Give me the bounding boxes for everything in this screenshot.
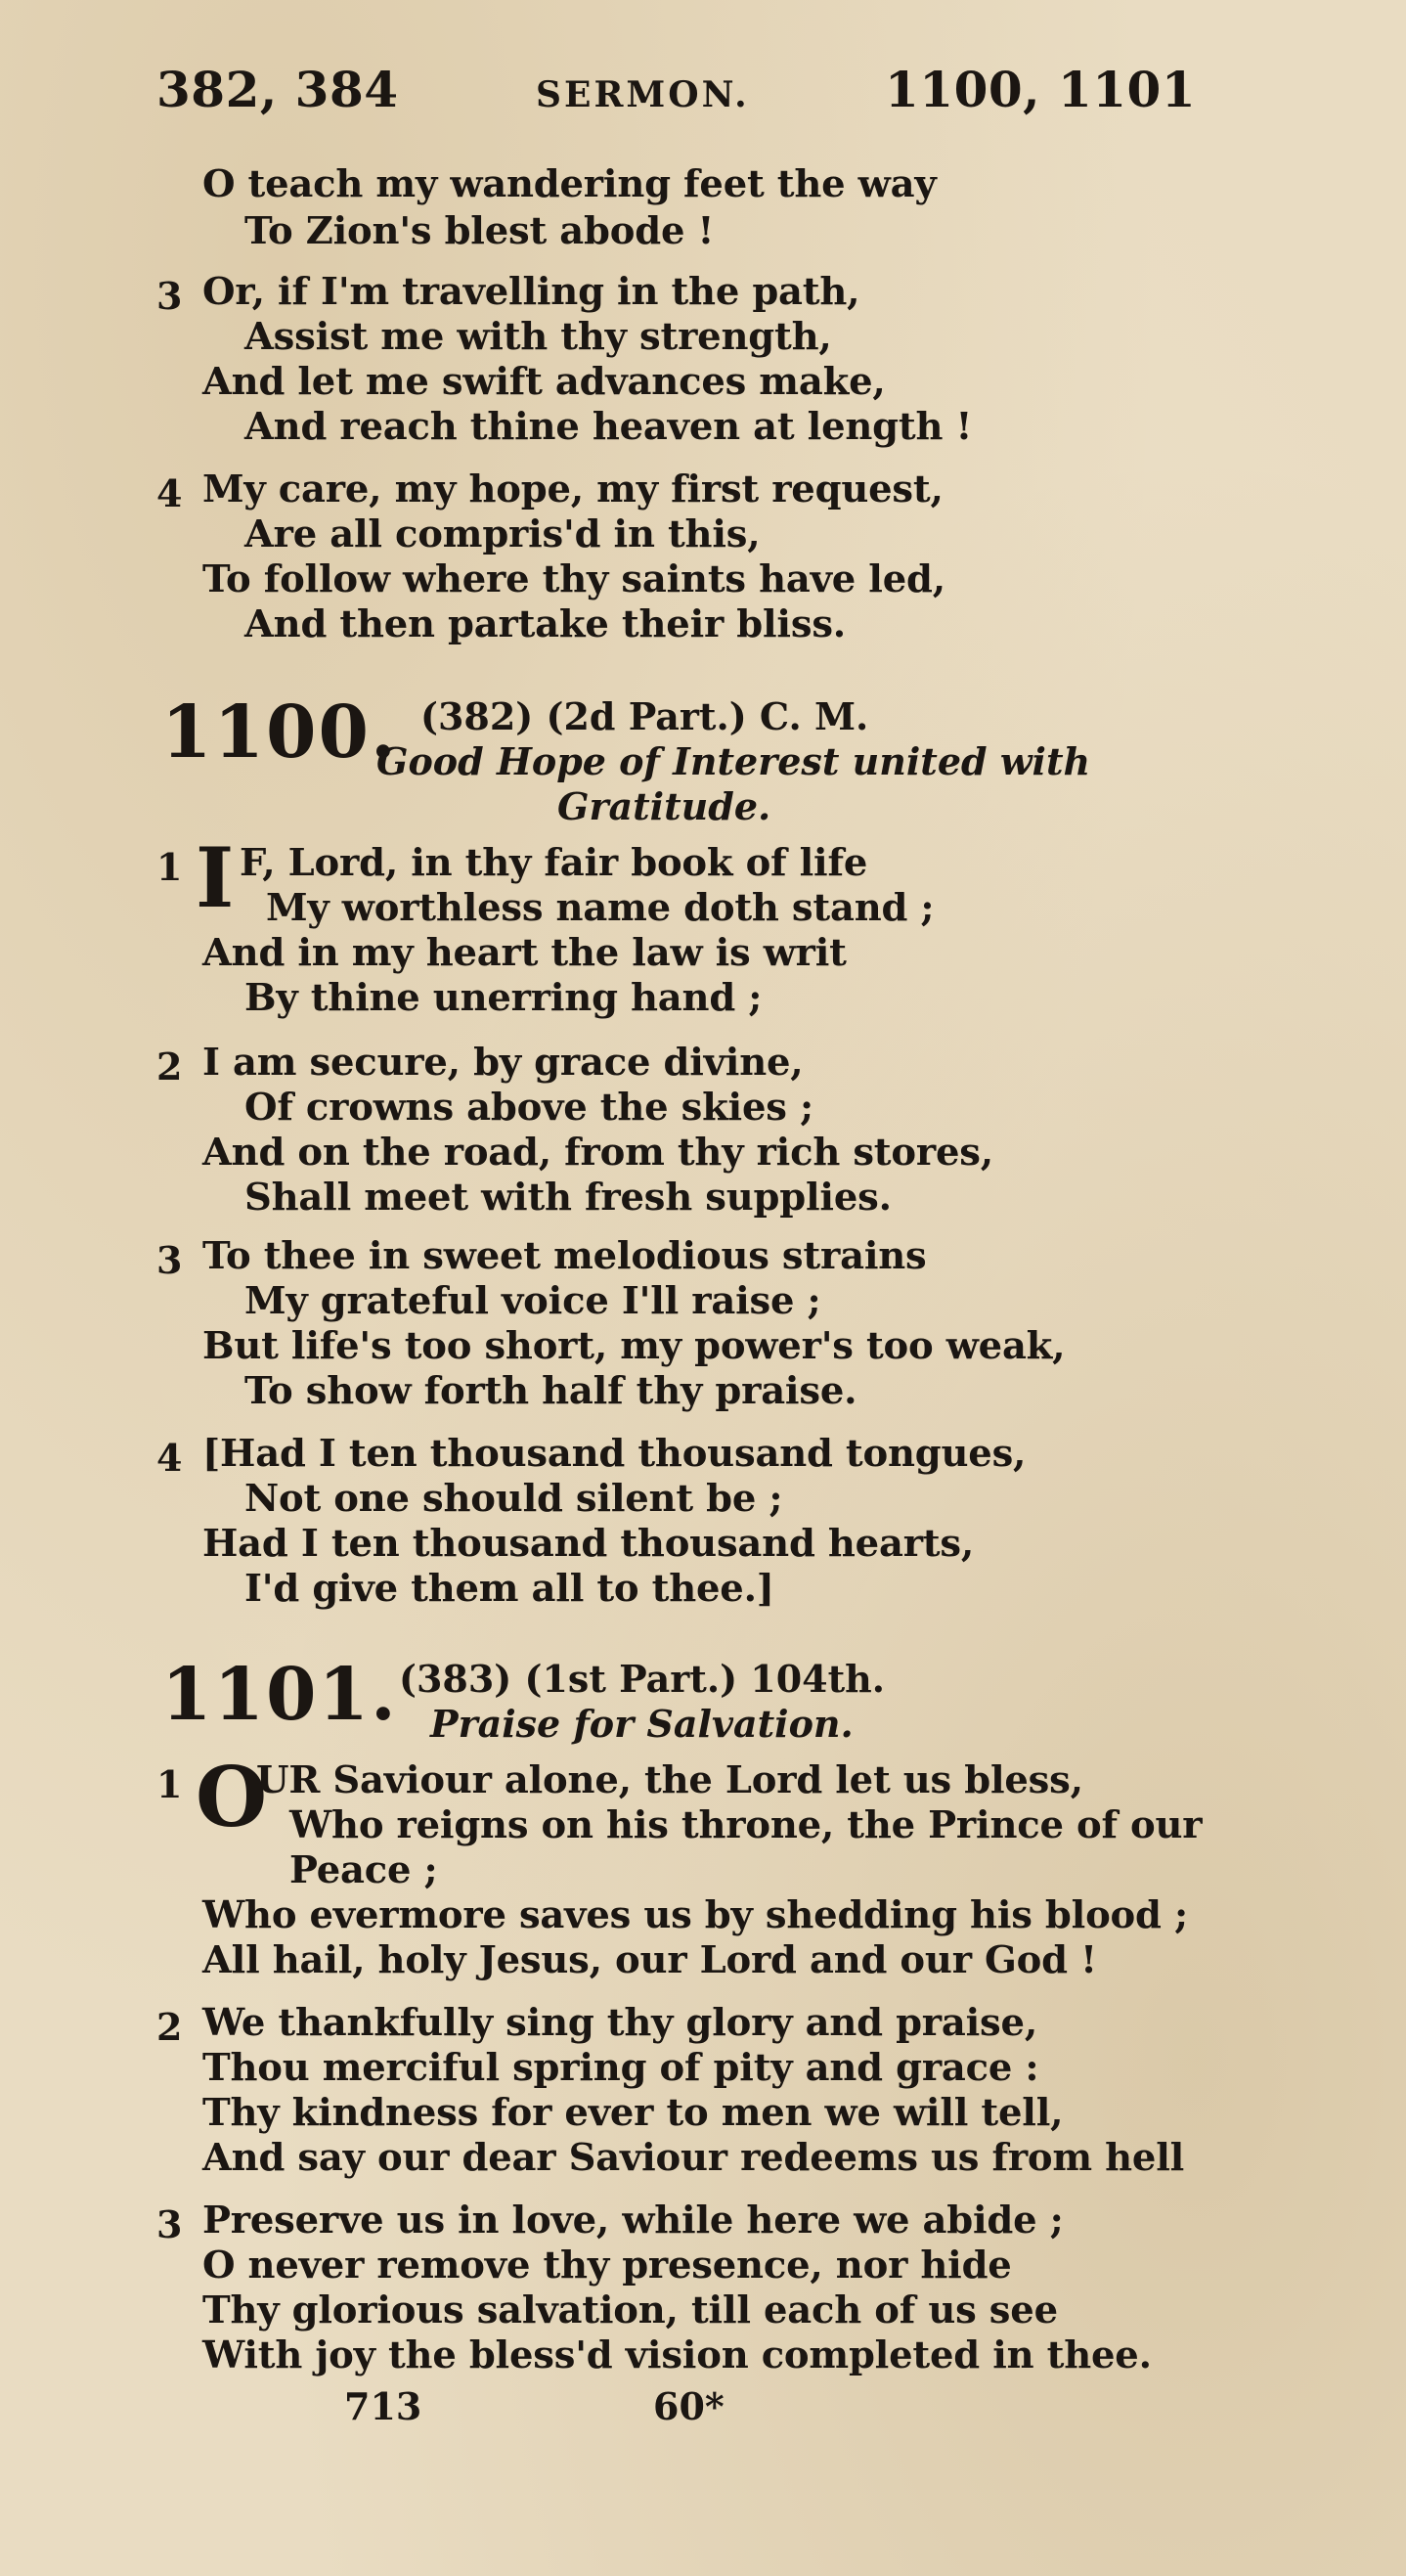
verse-line: UR Saviour alone, the Lord let us bless, — [256, 1758, 1083, 1802]
verse-line: Of crowns above the skies ; — [244, 1086, 813, 1130]
verse-line: And reach thine heaven at length ! — [244, 405, 973, 449]
verse-number: 4 — [156, 1436, 183, 1480]
verse-line: My care, my hope, my first request, — [202, 467, 944, 511]
verse-line: And say our dear Saviour redeems us from hell — [202, 2136, 1185, 2180]
verse-line: To thee in sweet melodious strains — [202, 1234, 927, 1278]
drop-cap: O — [196, 1749, 268, 1845]
verse-line: By thine unerring hand ; — [244, 976, 763, 1020]
verse-line: [Had I ten thousand thousand tongues, — [202, 1432, 1027, 1476]
hymn-title: Good Hope of Interest united with — [376, 739, 1091, 783]
verse-line: With joy the bless'd vision completed in thee. — [202, 2333, 1152, 2377]
hymn-number: 1101. — [161, 1653, 398, 1737]
hymn-number: 1100. — [161, 690, 398, 775]
verse-line: Thou merciful spring of pity and grace : — [202, 2046, 1039, 2090]
hymn-meter-info: (383) (1st Part.) 104th. — [399, 1657, 886, 1701]
verse-line: Thy glorious salvation, till each of us see — [202, 2288, 1058, 2332]
hymn-meter-info: (382) (2d Part.) C. M. — [420, 694, 869, 738]
verse-line: And on the road, from thy rich stores, — [202, 1131, 993, 1175]
verse-number: 3 — [156, 1238, 183, 1282]
verse-number: 3 — [156, 274, 183, 318]
hymn-title-cont: Gratitude. — [557, 784, 771, 828]
verse-line: O never remove thy presence, nor hide — [202, 2243, 1012, 2287]
header-hymn-refs-left: 382, 384 — [156, 61, 399, 118]
verse-number: 1 — [156, 1762, 183, 1806]
verse-line: Not one should silent be ; — [244, 1477, 783, 1521]
verse-line: Assist me with thy strength, — [244, 315, 832, 359]
verse-line: To show forth half thy praise. — [244, 1369, 857, 1413]
verse-line: Who evermore saves us by shedding his blood ; — [202, 1893, 1188, 1937]
verse-line: We thankfully sing thy glory and praise, — [202, 2001, 1038, 2045]
verse-line: To Zion's blest abode ! — [244, 209, 715, 253]
verse-line: O teach my wandering feet the way — [202, 162, 937, 206]
verse-line: Peace ; — [289, 1848, 438, 1892]
verse-line: Thy kindness for ever to men we will tell, — [202, 2091, 1064, 2135]
verse-line: Who reigns on his throne, the Prince of our — [289, 1803, 1203, 1847]
page-number: 713 — [344, 2384, 422, 2428]
verse-line: I'd give them all to thee.] — [244, 1567, 774, 1611]
verse-line: I am secure, by grace divine, — [202, 1041, 804, 1085]
verse-line: And then partake their bliss. — [244, 602, 847, 646]
signature-mark: 60* — [653, 2384, 725, 2428]
verse-line: To follow where thy saints have led, — [202, 557, 945, 601]
verse-line: F, Lord, in thy fair book of life — [240, 841, 868, 885]
verse-line: And in my heart the law is writ — [202, 931, 847, 975]
verse-number: 4 — [156, 471, 183, 515]
verse-line: And let me swift advances make, — [202, 360, 886, 404]
verse-line: Had I ten thousand thousand hearts, — [202, 1522, 975, 1566]
header-section-title: SERMON. — [536, 74, 750, 115]
verse-number: 2 — [156, 2005, 183, 2049]
verse-line: Shall meet with fresh supplies. — [244, 1176, 892, 1220]
header-hymn-numbers-right: 1100, 1101 — [885, 61, 1197, 118]
verse-line: My grateful voice I'll raise ; — [244, 1279, 821, 1323]
verse-line: But life's too short, my power's too weak, — [202, 1324, 1066, 1368]
verse-number: 2 — [156, 1044, 183, 1088]
verse-line: My worthless name doth stand ; — [266, 886, 935, 930]
verse-line: All hail, holy Jesus, our Lord and our God ! — [202, 1938, 1097, 1982]
verse-line: Or, if I'm travelling in the path, — [202, 270, 860, 314]
verse-number: 3 — [156, 2202, 183, 2246]
verse-line: Are all compris'd in this, — [244, 512, 761, 556]
drop-cap: I — [196, 829, 235, 926]
verse-line: Preserve us in love, while here we abide ; — [202, 2198, 1064, 2243]
verse-number: 1 — [156, 845, 183, 889]
hymn-title: Praise for Salvation. — [430, 1702, 854, 1746]
